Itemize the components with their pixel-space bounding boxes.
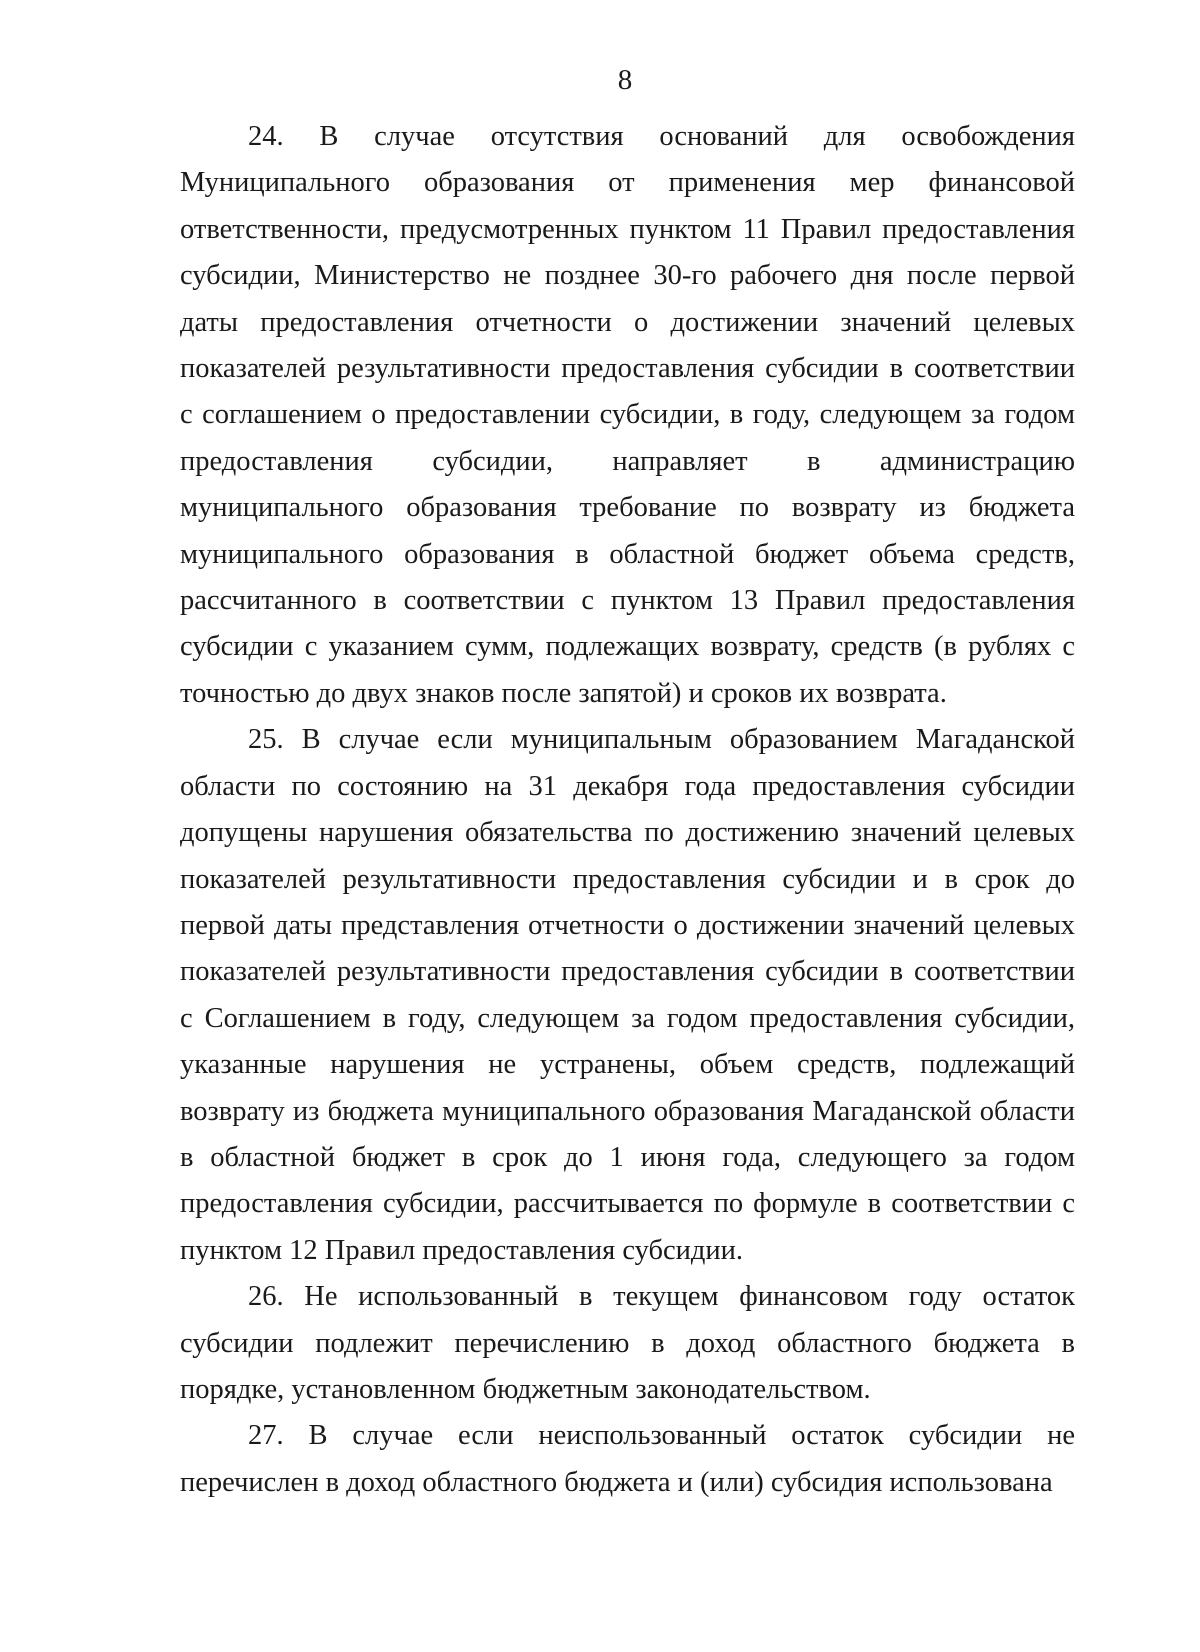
paragraph-26: 26. Не использованный в текущем финансовом году остаток субсидии подлежит перечислению в доход областного бюджета в порядке, установленном бюджетным законодательством. — [180, 1281, 1075, 1405]
document-body — [180, 114, 1075, 1506]
paragraph-27: 27. В случае если неиспользованный остаток субсидии не перечислен в доход областного бюджета и (или) субсидия использована — [180, 1420, 1075, 1498]
page-number: 8 — [617, 64, 633, 96]
paragraph-25: 25. В случае если муниципальным образованием Магаданской области по состоянию на 31 декабря года предоставления субсидии допущены нарушения обязательства по достижению значений целевых показателей результативности предоставления субсидии и в срок до первой даты представления отчетности о достижении значений целевых показателей результативности предоставления субсидии в соответствии с Соглашением в году, следующем за годом предоставления субсидии, указанные нарушения не устранены, объем средств, подлежащий возврату из бюджета муниципального образования Магаданской области в областной бюджет в срок до 1 июня года, следующего за годом предоставления субсидии, рассчитывается по формуле в соответствии с пунктом 12 Правил предоставления субсидии. — [180, 724, 1075, 1266]
paragraph-24: 24. В случае отсутствия оснований для освобождения Муниципального образования от применения мер финансовой ответственности, предусмотренных пунктом 11 Правил предоставления субсидии, Министерство не позднее 30-го рабочего дня после первой даты предоставления отчетности о достижении значений целевых показателей результативности предоставления субсидии в соответствии с соглашением о предоставлении субсидии, в году, следующем за годом предоставления субсидии, направляет в администрацию муниципального образования требование по возврату из бюджета муниципального образования в областной бюджет объема средств, рассчитанного в соответствии с пунктом 13 Правил предоставления субсидии с указанием сумм, подлежащих возврату, средств (в рублях с точностью до двух знаков после запятой) и сроков их возврата. — [180, 121, 1075, 709]
